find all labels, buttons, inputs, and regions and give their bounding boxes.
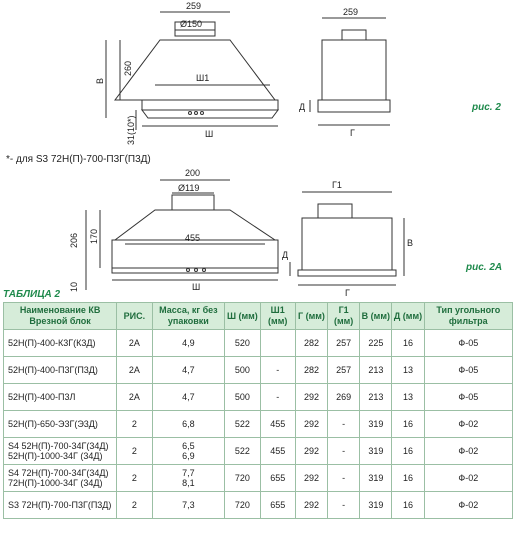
- table-cell: 720: [225, 465, 260, 492]
- table-header-cell: Г1 (мм): [328, 303, 360, 330]
- fig2a-side-g1: Г1: [332, 180, 342, 190]
- table-row: [4, 465, 513, 492]
- fig2-dim-31: 31(10*): [126, 115, 136, 145]
- table-cell: 257: [328, 330, 360, 357]
- spec-table: [3, 302, 513, 519]
- table-header-cell: Масса, кг без упаковки: [152, 303, 225, 330]
- table-cell: 2: [117, 492, 152, 519]
- fig2-side-d: Д: [299, 102, 306, 112]
- table-cell: 319: [360, 492, 392, 519]
- table-cell: 520: [225, 330, 260, 357]
- table-cell: 52Н(П)-400-П3Л: [4, 384, 117, 411]
- footnote: *- для S3 72Н(П)-700-П3Г(П3Д): [6, 154, 151, 165]
- fig2-side-view: [310, 18, 390, 125]
- fig2a-dim-10: 10: [69, 281, 79, 292]
- table-cell: Ф-02: [424, 438, 512, 465]
- table-cell: S4 52Н(П)-700-34Г(34Д) 52Н(П)-1000-34Г (34Д): [4, 438, 117, 465]
- table-cell: 319: [360, 411, 392, 438]
- table-cell: 655: [260, 492, 295, 519]
- fig2-dim-260: 260: [123, 60, 133, 76]
- table-header-cell: Д (мм): [392, 303, 424, 330]
- table-cell: 282: [295, 330, 327, 357]
- fig2a-front-view: [86, 180, 278, 290]
- table-cell: [260, 330, 295, 357]
- table-cell: Ф-05: [424, 357, 512, 384]
- table-cell: 4,7: [152, 384, 225, 411]
- fig2-dim-diameter: Ø150: [180, 19, 203, 29]
- fig2-side-g: Г: [350, 128, 355, 138]
- table-cell: 6,8: [152, 411, 225, 438]
- table-cell: -: [328, 492, 360, 519]
- table-cell: -: [260, 384, 295, 411]
- table-header-cell: Г (мм): [295, 303, 327, 330]
- table-header-cell: Тип угольного фильтра: [424, 303, 512, 330]
- fig2a-side-d: Д: [282, 250, 289, 260]
- table-caption: ТАБЛИЦА 2: [3, 289, 61, 300]
- table-cell: Ф-02: [424, 411, 512, 438]
- table-cell: 52Н(П)-400-П3Г(П3Д): [4, 357, 117, 384]
- table-cell: 16: [392, 465, 424, 492]
- table-cell: 16: [392, 492, 424, 519]
- table-cell: 16: [392, 411, 424, 438]
- table-cell: 522: [225, 411, 260, 438]
- table-cell: 52Н(П)-400-К3Г(К3Д): [4, 330, 117, 357]
- fig2a-dim-170: 170: [89, 228, 99, 244]
- table-row: [4, 357, 513, 384]
- table-cell: -: [328, 411, 360, 438]
- table-row: [4, 411, 513, 438]
- fig2a-side-g: Г: [345, 288, 350, 298]
- table-cell: S3 72Н(П)-700-П3Г(П3Д): [4, 492, 117, 519]
- table-cell: 13: [392, 357, 424, 384]
- table-cell: 292: [295, 384, 327, 411]
- table-header-row: [4, 303, 513, 330]
- table-cell: 2А: [117, 384, 152, 411]
- fig2-dim-sh: Ш: [205, 129, 214, 139]
- fig2a-side-view: [290, 192, 404, 285]
- table-cell: 4,7: [152, 357, 225, 384]
- table-cell: 225: [360, 330, 392, 357]
- table-cell: -: [328, 465, 360, 492]
- table-cell: 292: [295, 492, 327, 519]
- table-row: [4, 438, 513, 465]
- table-cell: 16: [392, 330, 424, 357]
- table-cell: 455: [260, 411, 295, 438]
- table-cell: Ф-05: [424, 384, 512, 411]
- table-header-cell: РИС.: [117, 303, 152, 330]
- table-header-cell: Ш (мм): [225, 303, 260, 330]
- table-cell: Ф-05: [424, 330, 512, 357]
- table-cell: 455: [260, 438, 295, 465]
- table-cell: Ф-02: [424, 492, 512, 519]
- table-cell: 522: [225, 438, 260, 465]
- table-row: [4, 492, 513, 519]
- table-header-cell: Ш1 (мм): [260, 303, 295, 330]
- fig2a-dim-200: 200: [185, 168, 201, 178]
- table-cell: 257: [328, 357, 360, 384]
- fig2a-side-b: В: [407, 238, 414, 248]
- table-cell: 282: [295, 357, 327, 384]
- table-row: [4, 330, 513, 357]
- table-cell: 213: [360, 357, 392, 384]
- table-cell: 2: [117, 465, 152, 492]
- table-cell: 2А: [117, 330, 152, 357]
- table-cell: 500: [225, 357, 260, 384]
- table-cell: 319: [360, 465, 392, 492]
- fig2a-dim-206: 206: [69, 232, 79, 248]
- table-cell: 16: [392, 438, 424, 465]
- table-header-cell: Наименование КВ Врезной блок: [4, 303, 117, 330]
- fig2-dim-259: 259: [186, 1, 202, 11]
- table-cell: 13: [392, 384, 424, 411]
- table-cell: 655: [260, 465, 295, 492]
- table-cell: 52Н(П)-650-Э3Г(Э3Д): [4, 411, 117, 438]
- table-cell: -: [328, 438, 360, 465]
- table-row: [4, 384, 513, 411]
- table-cell: 269: [328, 384, 360, 411]
- table-cell: 292: [295, 438, 327, 465]
- fig2-dim-sh1: Ш1: [196, 73, 210, 83]
- table-cell: 292: [295, 411, 327, 438]
- table-header-cell: В (мм): [360, 303, 392, 330]
- fig2a-label: рис. 2А: [466, 262, 503, 273]
- table-cell: 500: [225, 384, 260, 411]
- fig2a-dim-sh: Ш: [192, 282, 201, 292]
- table-cell: 4,9: [152, 330, 225, 357]
- fig2-dim-b: В: [95, 77, 105, 84]
- table-cell: 720: [225, 492, 260, 519]
- table-cell: 2: [117, 438, 152, 465]
- fig2-label: рис. 2: [472, 102, 501, 113]
- table-cell: -: [260, 357, 295, 384]
- fig2a-dim-diameter: Ø119: [178, 183, 200, 193]
- table-cell: 7,3: [152, 492, 225, 519]
- table-cell: S4 72Н(П)-700-34Г(34Д) 72Н(П)-1000-34Г (34Д): [4, 465, 117, 492]
- table-cell: 213: [360, 384, 392, 411]
- table-cell: 2А: [117, 357, 152, 384]
- fig2a-dim-455: 455: [185, 233, 201, 243]
- table-cell: 319: [360, 438, 392, 465]
- table-body: [4, 330, 513, 519]
- table-cell: Ф-02: [424, 465, 512, 492]
- table-cell: 2: [117, 411, 152, 438]
- table-cell: 6,5 6,9: [152, 438, 225, 465]
- table-cell: 292: [295, 465, 327, 492]
- fig2-side-259: 259: [343, 7, 359, 17]
- table-cell: 7,7 8,1: [152, 465, 225, 492]
